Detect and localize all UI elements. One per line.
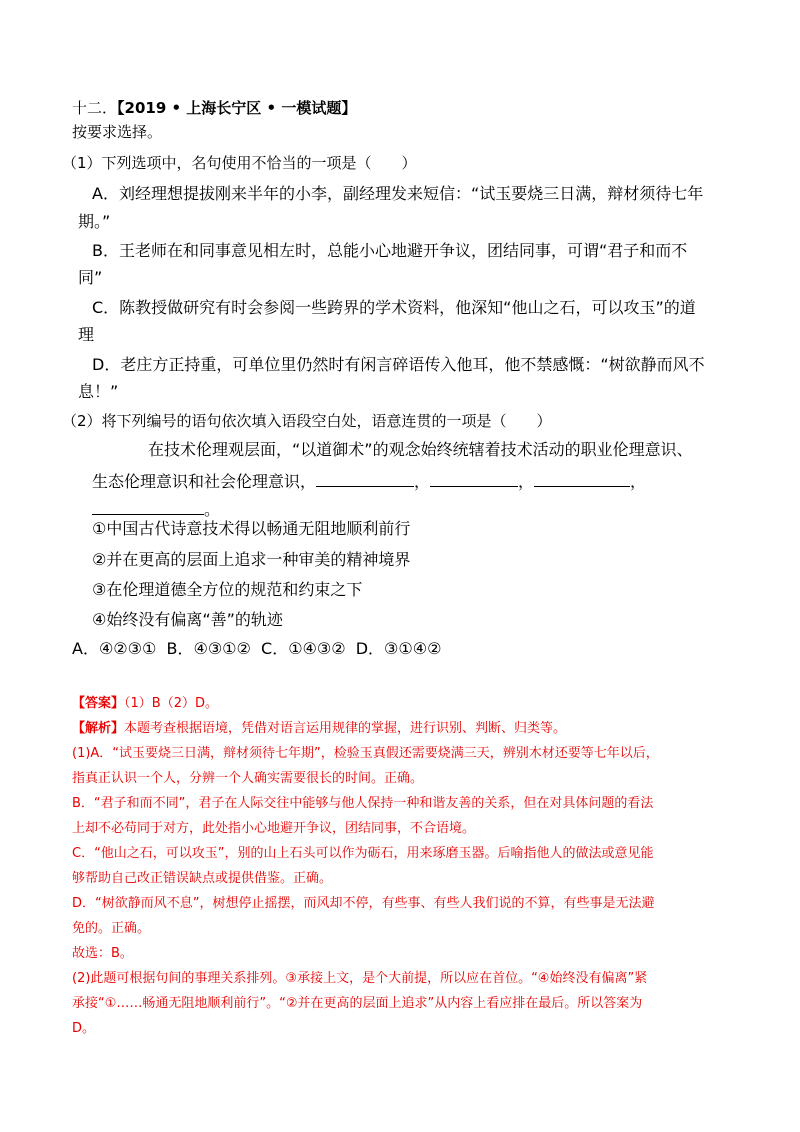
q2-passage-text: 生态伦理意识和社会伦理意识， [92, 472, 317, 491]
analysis-line: 够帮助自己改正错误缺点或提供借鉴。正确。 [72, 871, 333, 886]
blank-2 [430, 472, 518, 487]
question-number: 十二． [72, 99, 118, 117]
analysis-intro [72, 719, 566, 739]
analysis-line: 故选：B。 [72, 946, 133, 961]
q1-option-b-cont: 同” [78, 268, 103, 287]
separator: ， [630, 472, 647, 491]
analysis-line: (1)A．“试玉要烧三日满，辩材须待七年期”，检验玉真假还需要烧满三天，辨别木材还要等七年以后， [72, 746, 659, 761]
separator: 。 [204, 500, 221, 519]
q2-options: A．④②③① B．④③①② C．①④③② D．③①④② [72, 639, 442, 658]
blank-1 [316, 472, 414, 487]
answer-line [72, 694, 218, 714]
q2-item-4: ④始终没有偏离“善”的轨迹 [92, 610, 283, 629]
analysis-line: 上却不必苟同于对方，此处指小心地避开争议，团结同事，不合语境。 [72, 821, 476, 836]
blank-4 [92, 500, 204, 515]
q1-option-c: C．陈教授做研究有时会参阅一些跨界的学术资料，他深知“他山之石，可以攻玉”的道 [92, 298, 696, 317]
separator: ， [414, 472, 431, 491]
q2-item-2: ②并在更高的层面上追求一种审美的精神境界 [92, 550, 411, 569]
analysis-line: 指真正认识一个人，分辨一个人确实需要很长的时间。正确。 [72, 771, 424, 786]
analysis-label: 【解析】 [72, 721, 125, 736]
q1-option-c-cont: 理 [78, 325, 95, 344]
analysis-line: 承接“①……畅通无阻地顺利前行”。“②并在更高的层面上追求”从内容上看应排在最后。所以答案为 [72, 996, 643, 1011]
q2-stem: （2）将下列编号的语句依次填入语段空白处，语意连贯的一项是（ ） [62, 412, 552, 430]
question-source: 【2019 • 上海长宁区 • 一模试题】 [117, 99, 357, 117]
q1-option-a-cont: 期。” [78, 212, 111, 231]
analysis-line: 免的。正确。 [72, 921, 151, 936]
q2-passage-line2 [92, 472, 646, 492]
q1-option-a: A．刘经理想提拔刚来半年的小李，副经理发来短信：“试玉要烧三日满，辩材须待七年 [92, 184, 704, 203]
q1-option-b: B．王老师在和同事意见相左时，总能小心地避开争议，团结同事，可谓“君子和而不 [92, 241, 688, 260]
analysis-line: (2)此题可根据句间的事理关系排列。③承接上文，是个大前提，所以应在首位。“④始终没有偏离”紧 [72, 971, 648, 986]
analysis-line: C．“他山之石，可以攻玉”，别的山上石头可以作为砺石，用来琢磨玉器。后喻指他人的做法或意见能 [72, 846, 654, 861]
analysis-line: D。 [72, 1021, 96, 1036]
q1-stem: （1）下列选项中，名句使用不恰当的一项是（ ） [62, 154, 417, 172]
q2-passage-line1: 在技术伦理观层面，“以道御术”的观念始终统辖着技术活动的职业伦理意识、 [148, 440, 693, 459]
question-header [72, 98, 356, 118]
q2-item-1: ①中国古代诗意技术得以畅通无阻地顺利前行 [92, 519, 411, 538]
q1-option-d-cont: 息！” [78, 382, 119, 401]
answer-text: （1）B（2）D。 [124, 696, 218, 711]
q2-item-3: ③在伦理道德全方位的规范和约束之下 [92, 580, 363, 599]
analysis-line: D．“树欲静而风不息”，树想停止摇摆，而风却不停，有些事、有些人我们说的不算，有些事是无法避 [72, 896, 655, 911]
blank-3 [534, 472, 630, 487]
q2-passage-line3 [92, 500, 220, 520]
separator: ， [518, 472, 535, 491]
answer-label: 【答案】 [72, 696, 125, 711]
instruction: 按要求选择。 [72, 123, 163, 141]
analysis-intro-text: 本题考查根据语境，凭借对语言运用规律的掌握，进行识别、判断、归类等。 [124, 721, 567, 736]
q1-option-d: D．老庄方正持重，可单位里仍然时有闲言碎语传入他耳，他不禁感慨：“树欲静而风不 [92, 355, 705, 374]
analysis-line: B．“君子和而不同”，君子在人际交往中能够与他人保持一种和谐友善的关系，但在对具体问题的看法 [72, 796, 654, 811]
